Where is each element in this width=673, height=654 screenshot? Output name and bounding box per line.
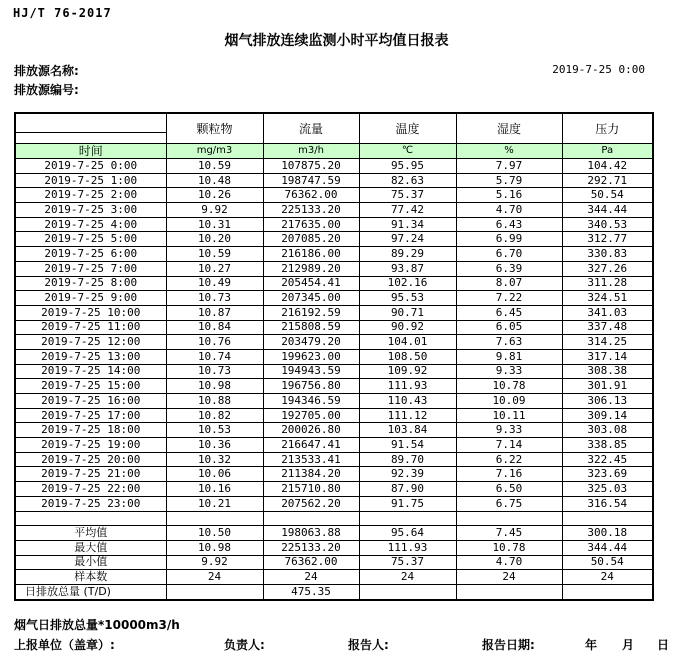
value-cell: 95.95 [359,159,456,174]
value-cell: 225133.20 [263,540,359,555]
table-row [15,349,653,364]
value-cell: 306.13 [562,394,653,409]
blank-cell [15,511,166,526]
value-cell: 7.63 [456,335,562,350]
row-label-cell: 2019-7-25 6:00 [15,247,166,262]
value-cell: 200026.80 [263,423,359,438]
value-cell: 109.92 [359,364,456,379]
row-label-cell: 2019-7-25 11:00 [15,320,166,335]
value-cell: 344.44 [562,540,653,555]
value-cell: 341.03 [562,305,653,320]
monitoring-table [14,112,654,601]
value-cell: 10.53 [166,423,263,438]
value-cell: 10.11 [456,408,562,423]
summary-row [15,540,653,555]
table-row [15,188,653,203]
value-cell: 6.70 [456,247,562,262]
value-cell: 324.51 [562,291,653,306]
value-cell: 314.25 [562,335,653,350]
value-cell: 76362.00 [263,555,359,570]
value-cell: 225133.20 [263,203,359,218]
value-cell: 5.79 [456,173,562,188]
value-cell: 207562.20 [263,496,359,511]
report-datetime: 2019-7-25 0:00 [552,63,645,76]
table-row [15,379,653,394]
value-cell: 10.49 [166,276,263,291]
unit-temperature: ℃ [359,144,456,159]
row-label-cell: 2019-7-25 19:00 [15,438,166,453]
table-row [15,364,653,379]
table-row [15,452,653,467]
value-cell: 301.91 [562,379,653,394]
value-cell: 10.21 [166,496,263,511]
value-cell: 104.01 [359,335,456,350]
table-row [15,232,653,247]
value-cell: 108.50 [359,349,456,364]
value-cell: 10.32 [166,452,263,467]
value-cell: 7.16 [456,467,562,482]
time-header-spacer-top [15,113,166,133]
row-label-cell: 日排放总量 (T/D) [15,584,166,599]
value-cell: 6.50 [456,482,562,497]
summary-row [15,555,653,570]
value-cell: 6.75 [456,496,562,511]
value-cell: 10.73 [166,291,263,306]
value-cell: 9.33 [456,364,562,379]
unit-flow: m3/h [263,144,359,159]
standard-number: HJ/T 76-2017 [13,6,112,20]
value-cell: 8.07 [456,276,562,291]
year-label: 年 [585,638,598,652]
value-cell: 338.85 [562,438,653,453]
value-cell: 216192.59 [263,305,359,320]
blank-cell [166,511,263,526]
value-cell: 198063.88 [263,526,359,541]
source-id-label: 排放源编号: [14,83,79,97]
value-cell: 10.88 [166,394,263,409]
summary-row [15,584,653,599]
value-cell: 215710.80 [263,482,359,497]
table-row [15,261,653,276]
row-label-cell: 2019-7-25 8:00 [15,276,166,291]
value-cell: 10.87 [166,305,263,320]
value-cell: 90.92 [359,320,456,335]
row-label-cell: 最小值 [15,555,166,570]
value-cell: 308.38 [562,364,653,379]
value-cell: 50.54 [562,555,653,570]
value-cell: 7.22 [456,291,562,306]
unit-humidity: % [456,144,562,159]
blank-cell [263,511,359,526]
value-cell: 344.44 [562,203,653,218]
value-cell: 10.73 [166,364,263,379]
value-cell: 207345.00 [263,291,359,306]
value-cell: 10.16 [166,482,263,497]
value-cell: 93.87 [359,261,456,276]
value-cell: 10.98 [166,379,263,394]
data-rows-body [15,159,653,512]
value-cell: 4.70 [456,203,562,218]
value-cell: 111.93 [359,540,456,555]
report-date-label: 报告日期: [482,638,535,652]
value-cell: 327.26 [562,261,653,276]
value-cell: 10.84 [166,320,263,335]
value-cell: 198747.59 [263,173,359,188]
value-cell: 10.36 [166,438,263,453]
value-cell: 24 [166,570,263,585]
value-cell: 303.08 [562,423,653,438]
value-cell: 216647.41 [263,438,359,453]
value-cell: 199623.00 [263,349,359,364]
blank-cell [359,511,456,526]
value-cell: 213533.41 [263,452,359,467]
table-row [15,438,653,453]
row-label-cell: 最大值 [15,540,166,555]
col-header-temperature: 温度 [359,113,456,144]
value-cell: 111.12 [359,408,456,423]
value-cell: 89.29 [359,247,456,262]
value-cell: 292.71 [562,173,653,188]
value-cell: 89.70 [359,452,456,467]
value-cell: 9.33 [456,423,562,438]
value-cell: 10.48 [166,173,263,188]
value-cell: 10.27 [166,261,263,276]
value-cell: 82.63 [359,173,456,188]
day-label: 日 [657,638,670,652]
row-label-cell: 2019-7-25 22:00 [15,482,166,497]
header-row-top [15,113,653,133]
source-name-label: 排放源名称: [14,64,79,78]
value-cell: 10.98 [166,540,263,555]
row-label-cell: 2019-7-25 10:00 [15,305,166,320]
month-label: 月 [622,638,635,652]
row-label-cell: 2019-7-25 0:00 [15,159,166,174]
row-label-cell: 2019-7-25 15:00 [15,379,166,394]
time-header-spacer-bottom [15,133,166,144]
value-cell: 6.22 [456,452,562,467]
value-cell: 10.76 [166,335,263,350]
value-cell [359,584,456,599]
value-cell: 312.77 [562,232,653,247]
table-row [15,276,653,291]
table-row [15,467,653,482]
col-header-flow: 流量 [263,113,359,144]
value-cell: 300.18 [562,526,653,541]
daily-total-footnote: 烟气日排放总量*10000m3/h [14,618,180,632]
col-header-humidity: 湿度 [456,113,562,144]
unit-pressure: Pa [562,144,653,159]
value-cell: 10.50 [166,526,263,541]
value-cell: 10.20 [166,232,263,247]
summary-rows-body [15,526,653,600]
value-cell: 322.45 [562,452,653,467]
value-cell: 7.97 [456,159,562,174]
value-cell: 311.28 [562,276,653,291]
value-cell: 91.54 [359,438,456,453]
table-row [15,408,653,423]
table-row [15,247,653,262]
blank-row [15,511,653,526]
value-cell: 9.92 [166,203,263,218]
value-cell [456,584,562,599]
report-unit-label: 上报单位（盖章）: [14,638,115,652]
value-cell: 9.92 [166,555,263,570]
table-row [15,305,653,320]
row-label-cell: 2019-7-25 13:00 [15,349,166,364]
value-cell: 192705.00 [263,408,359,423]
time-header: 时间 [15,144,166,159]
manager-label: 负责人: [224,638,265,652]
row-label-cell: 2019-7-25 21:00 [15,467,166,482]
value-cell: 316.54 [562,496,653,511]
table-row [15,482,653,497]
row-label-cell: 2019-7-25 18:00 [15,423,166,438]
value-cell: 95.64 [359,526,456,541]
value-cell: 90.71 [359,305,456,320]
value-cell: 10.06 [166,467,263,482]
blank-row-body [15,511,653,526]
value-cell [562,584,653,599]
value-cell: 337.48 [562,320,653,335]
value-cell: 10.78 [456,540,562,555]
table-row [15,335,653,350]
value-cell: 97.24 [359,232,456,247]
blank-cell [456,511,562,526]
row-label-cell: 2019-7-25 16:00 [15,394,166,409]
row-label-cell: 样本数 [15,570,166,585]
value-cell: 207085.20 [263,232,359,247]
row-label-cell: 2019-7-25 2:00 [15,188,166,203]
value-cell: 203479.20 [263,335,359,350]
row-label-cell: 2019-7-25 7:00 [15,261,166,276]
page-title: 烟气排放连续监测小时平均值日报表 [224,33,449,49]
row-label-cell: 2019-7-25 12:00 [15,335,166,350]
value-cell: 10.82 [166,408,263,423]
row-label-cell: 2019-7-25 3:00 [15,203,166,218]
value-cell: 211384.20 [263,467,359,482]
value-cell: 205454.41 [263,276,359,291]
value-cell: 475.35 [263,584,359,599]
value-cell: 309.14 [562,408,653,423]
value-cell: 76362.00 [263,188,359,203]
value-cell: 194346.59 [263,394,359,409]
value-cell: 104.42 [562,159,653,174]
value-cell: 7.14 [456,438,562,453]
value-cell: 6.43 [456,217,562,232]
value-cell: 95.53 [359,291,456,306]
value-cell [166,584,263,599]
value-cell: 10.59 [166,247,263,262]
value-cell: 217635.00 [263,217,359,232]
value-cell: 24 [562,570,653,585]
table-row [15,159,653,174]
value-cell: 91.75 [359,496,456,511]
row-label-cell: 2019-7-25 14:00 [15,364,166,379]
value-cell: 194943.59 [263,364,359,379]
summary-row [15,570,653,585]
value-cell: 317.14 [562,349,653,364]
row-label-cell: 2019-7-25 4:00 [15,217,166,232]
value-cell: 212989.20 [263,261,359,276]
header-body [15,113,653,159]
value-cell: 10.26 [166,188,263,203]
value-cell: 10.09 [456,394,562,409]
value-cell: 330.83 [562,247,653,262]
value-cell: 24 [263,570,359,585]
value-cell: 87.90 [359,482,456,497]
value-cell: 340.53 [562,217,653,232]
value-cell: 6.39 [456,261,562,276]
table-row [15,291,653,306]
value-cell: 77.42 [359,203,456,218]
unit-row [15,144,653,159]
value-cell: 110.43 [359,394,456,409]
table-row [15,496,653,511]
col-header-pressure: 压力 [562,113,653,144]
value-cell: 91.34 [359,217,456,232]
value-cell: 50.54 [562,188,653,203]
value-cell: 10.59 [166,159,263,174]
value-cell: 24 [359,570,456,585]
signature-line [0,636,673,652]
value-cell: 6.99 [456,232,562,247]
value-cell: 24 [456,570,562,585]
table-row [15,394,653,409]
table-row [15,173,653,188]
value-cell: 215808.59 [263,320,359,335]
row-label-cell: 平均值 [15,526,166,541]
value-cell: 103.84 [359,423,456,438]
value-cell: 10.31 [166,217,263,232]
value-cell: 111.93 [359,379,456,394]
value-cell: 10.74 [166,349,263,364]
value-cell: 75.37 [359,188,456,203]
value-cell: 196756.80 [263,379,359,394]
table-row [15,320,653,335]
row-label-cell: 2019-7-25 5:00 [15,232,166,247]
value-cell: 325.03 [562,482,653,497]
table-row [15,203,653,218]
value-cell: 7.45 [456,526,562,541]
row-label-cell: 2019-7-25 1:00 [15,173,166,188]
row-label-cell: 2019-7-25 20:00 [15,452,166,467]
summary-row [15,526,653,541]
blank-cell [562,511,653,526]
col-header-particulate: 颗粒物 [166,113,263,144]
row-label-cell: 2019-7-25 17:00 [15,408,166,423]
row-label-cell: 2019-7-25 23:00 [15,496,166,511]
value-cell: 5.16 [456,188,562,203]
value-cell: 10.78 [456,379,562,394]
reporter-label: 报告人: [348,638,389,652]
value-cell: 6.45 [456,305,562,320]
value-cell: 75.37 [359,555,456,570]
value-cell: 4.70 [456,555,562,570]
table-row [15,423,653,438]
row-label-cell: 2019-7-25 9:00 [15,291,166,306]
value-cell: 107875.20 [263,159,359,174]
value-cell: 9.81 [456,349,562,364]
value-cell: 216186.00 [263,247,359,262]
value-cell: 92.39 [359,467,456,482]
unit-particulate: mg/m3 [166,144,263,159]
value-cell: 6.05 [456,320,562,335]
value-cell: 102.16 [359,276,456,291]
value-cell: 323.69 [562,467,653,482]
table-row [15,217,653,232]
